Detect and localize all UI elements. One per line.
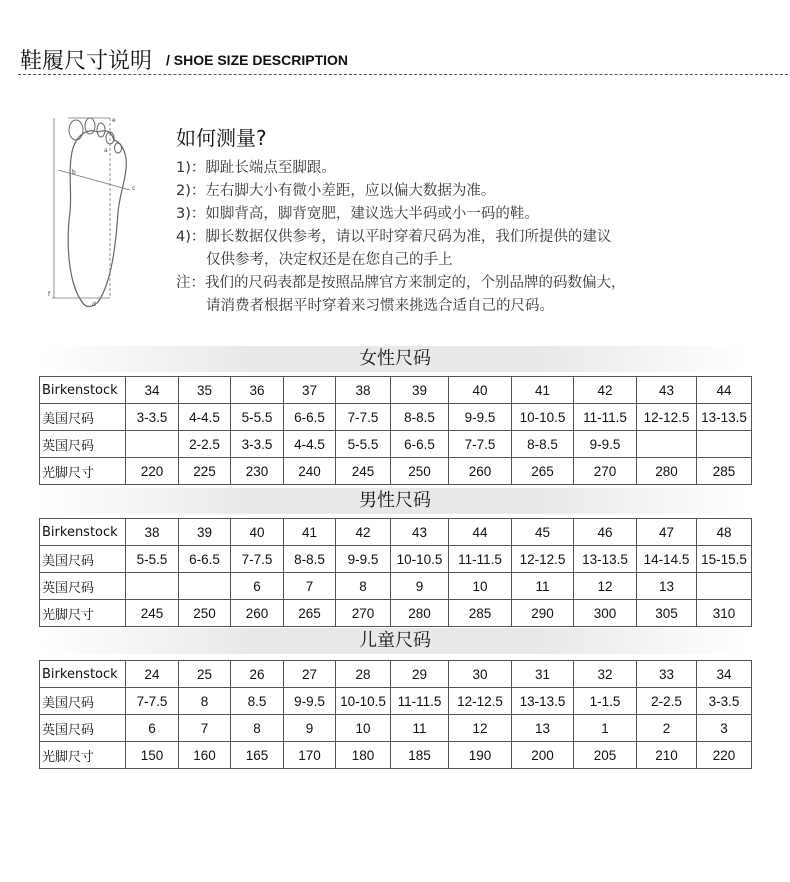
table-cell: 15-15.5 — [697, 546, 752, 573]
table-cell: 265 — [284, 600, 336, 627]
table-cell: 13 — [512, 715, 574, 742]
table-cell: 47 — [637, 519, 697, 546]
women-size-title: 女性尺码 — [40, 346, 750, 372]
table-cell: 300 — [574, 600, 637, 627]
row-header: 光脚尺寸 — [40, 742, 126, 769]
table-cell: 5-5.5 — [126, 546, 179, 573]
table-cell: 12-12.5 — [637, 404, 697, 431]
table-cell — [126, 431, 179, 458]
table-cell: 3-3.5 — [126, 404, 179, 431]
table-cell: 9 — [284, 715, 336, 742]
table-cell: 6 — [126, 715, 179, 742]
table-cell: 285 — [449, 600, 512, 627]
table-row — [40, 458, 752, 485]
table-row — [40, 431, 752, 458]
table-cell: 13-13.5 — [512, 688, 574, 715]
table-row — [40, 600, 752, 627]
header-title-cn: 鞋履尺寸说明 — [20, 49, 153, 74]
table-cell — [697, 431, 752, 458]
table-cell — [697, 573, 752, 600]
table-cell: 5-5.5 — [336, 431, 391, 458]
diagram-label-d: d — [92, 301, 96, 308]
table-row — [40, 519, 752, 546]
table-cell: 5-5.5 — [231, 404, 284, 431]
table-cell: 280 — [391, 600, 449, 627]
instruction-line: 仅供参考，决定权还是在您自己的手上 — [206, 252, 453, 268]
table-cell: 165 — [231, 742, 284, 769]
instruction-line: 4)：脚长数据仅供参考，请以平时穿着尺码为准，我们所提供的建议 — [176, 229, 612, 245]
table-cell: 8 — [336, 573, 391, 600]
table-cell: 190 — [449, 742, 512, 769]
foot-measurement-diagram — [48, 112, 148, 308]
table-cell: 26 — [231, 661, 284, 688]
page-header — [18, 44, 788, 75]
table-cell: 11 — [391, 715, 449, 742]
table-cell: 220 — [126, 458, 179, 485]
table-cell: 8-8.5 — [391, 404, 449, 431]
table-cell: 2-2.5 — [637, 688, 697, 715]
table-cell: 8.5 — [231, 688, 284, 715]
table-cell: 200 — [512, 742, 574, 769]
table-cell: 210 — [637, 742, 697, 769]
diagram-label-e: e — [112, 117, 116, 124]
instructions-title: 如何测量? — [176, 126, 267, 150]
table-cell: 4-4.5 — [284, 431, 336, 458]
table-cell: 46 — [574, 519, 637, 546]
table-cell: 9-9.5 — [574, 431, 637, 458]
table-cell: 25 — [179, 661, 231, 688]
table-cell: 7 — [179, 715, 231, 742]
table-cell: 225 — [179, 458, 231, 485]
table-row — [40, 546, 752, 573]
table-cell: 6-6.5 — [284, 404, 336, 431]
table-cell: 8-8.5 — [512, 431, 574, 458]
table-cell: 8-8.5 — [284, 546, 336, 573]
table-cell: 27 — [284, 661, 336, 688]
table-cell: 230 — [231, 458, 284, 485]
row-header: 英国尺码 — [40, 715, 126, 742]
instruction-line: 2)：左右脚大小有微小差距，应以偏大数据为准。 — [176, 183, 496, 199]
table-cell: 1 — [574, 715, 637, 742]
table-cell: 7-7.5 — [231, 546, 284, 573]
table-cell: 245 — [126, 600, 179, 627]
table-cell: 8 — [231, 715, 284, 742]
table-cell: 270 — [574, 458, 637, 485]
row-header: 美国尺码 — [40, 688, 126, 715]
table-cell: 12 — [574, 573, 637, 600]
measurement-instructions — [176, 122, 776, 318]
row-header: 英国尺码 — [40, 431, 126, 458]
table-cell: 37 — [284, 377, 336, 404]
table-row — [40, 742, 752, 769]
table-cell: 12 — [449, 715, 512, 742]
table-cell: 9-9.5 — [336, 546, 391, 573]
table-cell: 36 — [231, 377, 284, 404]
table-cell: 170 — [284, 742, 336, 769]
table-cell: 150 — [126, 742, 179, 769]
table-cell: 6-6.5 — [391, 431, 449, 458]
table-cell: 250 — [179, 600, 231, 627]
diagram-label-b: b — [72, 169, 76, 176]
table-cell — [179, 573, 231, 600]
table-cell: 185 — [391, 742, 449, 769]
table-cell: 13-13.5 — [697, 404, 752, 431]
table-cell: 41 — [512, 377, 574, 404]
table-cell: 44 — [449, 519, 512, 546]
table-cell: 44 — [697, 377, 752, 404]
table-cell — [637, 431, 697, 458]
table-cell: 265 — [512, 458, 574, 485]
instruction-note: 注：我们的尺码表都是按照品牌官方来制定的，个别品牌的码数偏大， — [176, 275, 626, 291]
table-cell: 205 — [574, 742, 637, 769]
table-row — [40, 715, 752, 742]
table-cell: 10 — [449, 573, 512, 600]
table-cell: 24 — [126, 661, 179, 688]
table-cell: 260 — [231, 600, 284, 627]
row-header: 英国尺码 — [40, 573, 126, 600]
table-cell: 39 — [179, 519, 231, 546]
table-cell: 28 — [336, 661, 391, 688]
table-cell: 3-3.5 — [231, 431, 284, 458]
table-cell: 250 — [391, 458, 449, 485]
table-cell: 290 — [512, 600, 574, 627]
table-cell: 4-4.5 — [179, 404, 231, 431]
table-cell: 160 — [179, 742, 231, 769]
table-cell: 11-11.5 — [391, 688, 449, 715]
table-cell: 11 — [512, 573, 574, 600]
table-cell: 40 — [231, 519, 284, 546]
table-cell: 260 — [449, 458, 512, 485]
table-cell: 38 — [126, 519, 179, 546]
table-cell: 280 — [637, 458, 697, 485]
table-cell: 33 — [637, 661, 697, 688]
table-cell: 245 — [336, 458, 391, 485]
table-cell: 12-12.5 — [512, 546, 574, 573]
table-cell — [126, 573, 179, 600]
table-cell: 13 — [637, 573, 697, 600]
table-cell: 9-9.5 — [449, 404, 512, 431]
diagram-label-c: c — [132, 185, 136, 192]
instruction-line: 3)：如脚背高，脚背宽肥，建议选大半码或小一码的鞋。 — [176, 206, 539, 222]
table-cell: 45 — [512, 519, 574, 546]
women-size-table — [39, 376, 752, 485]
table-cell: 7-7.5 — [126, 688, 179, 715]
table-cell: 180 — [336, 742, 391, 769]
row-header: 光脚尺寸 — [40, 600, 126, 627]
table-cell: 10-10.5 — [336, 688, 391, 715]
table-cell: 10-10.5 — [391, 546, 449, 573]
table-cell: 310 — [697, 600, 752, 627]
row-header: Birkenstock — [40, 377, 126, 404]
table-cell: 7-7.5 — [449, 431, 512, 458]
table-cell: 14-14.5 — [637, 546, 697, 573]
row-header: 美国尺码 — [40, 404, 126, 431]
table-cell: 10 — [336, 715, 391, 742]
diagram-label-f: f — [48, 291, 51, 298]
table-cell: 270 — [336, 600, 391, 627]
kids-size-title: 儿童尺码 — [40, 628, 750, 654]
table-cell: 43 — [391, 519, 449, 546]
instruction-line: 1)：脚趾长端点至脚跟。 — [176, 160, 336, 176]
header-title-en: / SHOE SIZE DESCRIPTION — [166, 52, 349, 68]
table-cell: 30 — [449, 661, 512, 688]
table-cell: 1-1.5 — [574, 688, 637, 715]
table-cell: 31 — [512, 661, 574, 688]
table-cell: 285 — [697, 458, 752, 485]
row-header: Birkenstock — [40, 519, 126, 546]
table-cell: 220 — [697, 742, 752, 769]
table-cell: 43 — [637, 377, 697, 404]
table-cell: 7 — [284, 573, 336, 600]
table-cell: 11-11.5 — [574, 404, 637, 431]
table-cell: 41 — [284, 519, 336, 546]
table-cell: 34 — [126, 377, 179, 404]
table-cell: 12-12.5 — [449, 688, 512, 715]
table-cell: 40 — [449, 377, 512, 404]
table-cell: 3-3.5 — [697, 688, 752, 715]
table-cell: 29 — [391, 661, 449, 688]
table-cell: 305 — [637, 600, 697, 627]
table-cell: 6 — [231, 573, 284, 600]
men-size-table — [39, 518, 752, 627]
table-cell: 34 — [697, 661, 752, 688]
table-row — [40, 377, 752, 404]
table-cell: 240 — [284, 458, 336, 485]
row-header: Birkenstock — [40, 661, 126, 688]
table-row — [40, 573, 752, 600]
table-row — [40, 688, 752, 715]
kids-size-table — [39, 660, 752, 769]
table-cell: 13-13.5 — [574, 546, 637, 573]
men-size-title: 男性尺码 — [40, 488, 750, 514]
table-cell: 32 — [574, 661, 637, 688]
table-cell: 2 — [637, 715, 697, 742]
table-cell: 9 — [391, 573, 449, 600]
table-cell: 7-7.5 — [336, 404, 391, 431]
table-cell: 35 — [179, 377, 231, 404]
table-cell: 10-10.5 — [512, 404, 574, 431]
table-cell: 42 — [574, 377, 637, 404]
table-cell: 6-6.5 — [179, 546, 231, 573]
diagram-label-a: a — [104, 147, 108, 154]
table-cell: 2-2.5 — [179, 431, 231, 458]
table-cell: 11-11.5 — [449, 546, 512, 573]
table-row — [40, 404, 752, 431]
row-header: 光脚尺寸 — [40, 458, 126, 485]
instruction-note: 请消费者根据平时穿着来习惯来挑选合适自己的尺码。 — [206, 298, 554, 314]
table-cell: 8 — [179, 688, 231, 715]
table-cell: 9-9.5 — [284, 688, 336, 715]
table-cell: 42 — [336, 519, 391, 546]
table-cell: 48 — [697, 519, 752, 546]
table-cell: 38 — [336, 377, 391, 404]
table-row — [40, 661, 752, 688]
table-cell: 39 — [391, 377, 449, 404]
table-cell: 3 — [697, 715, 752, 742]
row-header: 美国尺码 — [40, 546, 126, 573]
